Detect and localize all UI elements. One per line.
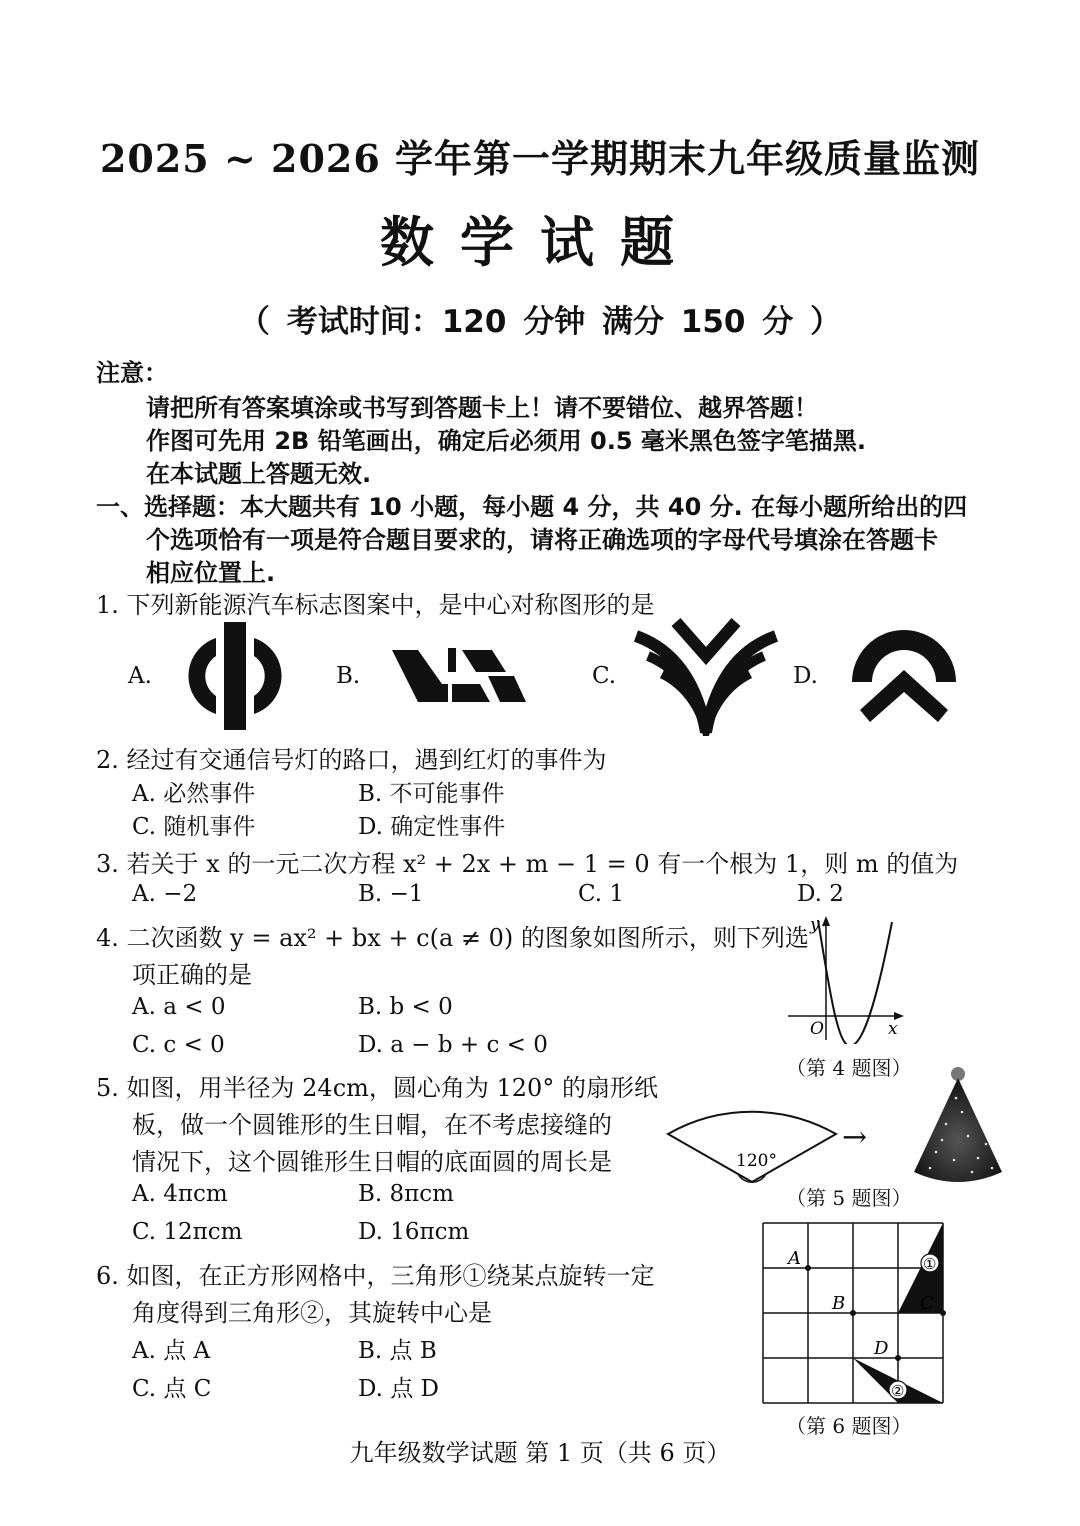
q1-logo-b — [388, 644, 530, 706]
q6-triangle-1-label: ① — [923, 1255, 937, 1273]
q3-stem: 3. 若关于 x 的一元二次方程 x² + 2x + m − 1 = 0 有一个根为 1，则 m 的值为 — [96, 850, 959, 878]
q6-figure-grid — [760, 1220, 946, 1406]
notice-label: 注意： — [96, 359, 168, 387]
q3-option-a: A. −2 — [132, 881, 198, 907]
q5-stem-line-3: 情况下，这个圆锥形生日帽的底面圆的周长是 — [132, 1148, 612, 1176]
q6-option-b: B. 点 B — [358, 1338, 437, 1364]
notice-line-1: 请把所有答案填涂或书写到答题卡上！请不要错位、越界答题！ — [146, 394, 818, 422]
subject-title: 数学试题 — [380, 210, 700, 274]
page-footer: 九年级数学试题 第 1 页（共 6 页） — [349, 1439, 731, 1467]
q4-caption: （第 4 题图） — [786, 1056, 912, 1080]
q2-option-a: A. 必然事件 — [132, 781, 256, 807]
q6-triangle-2-label: ② — [891, 1382, 905, 1400]
q5-caption: （第 5 题图） — [786, 1186, 912, 1210]
q4-option-a: A. a < 0 — [132, 994, 226, 1020]
q1-label-c: C. — [592, 663, 617, 689]
notice-line-2: 作图可先用 2B 铅笔画出，确定后必须用 0.5 毫米黑色签字笔描黑. — [146, 427, 867, 455]
q6-option-c: C. 点 C — [132, 1376, 212, 1402]
q1-stem: 1. 下列新能源汽车标志图案中，是中心对称图形的是 — [96, 591, 655, 619]
q4-stem-line-2: 项正确的是 — [132, 961, 252, 989]
q1-logo-c — [632, 616, 780, 736]
q5-figure-cone-hat — [906, 1064, 1010, 1188]
q4-option-d: D. a − b + c < 0 — [358, 1032, 548, 1058]
q1-label-d: D. — [793, 663, 818, 689]
section1-line-2: 个选项恰有一项是符合题目要求的，请将正确选项的字母代号填涂在答题卡 — [146, 526, 938, 554]
q5-arrow: → — [842, 1120, 868, 1155]
q4-y-label: y — [810, 915, 820, 935]
q2-option-b: B. 不可能事件 — [358, 781, 505, 807]
section1-line-3: 相应位置上. — [146, 559, 276, 587]
q4-option-b: B. b < 0 — [358, 994, 453, 1020]
q2-option-c: C. 随机事件 — [132, 814, 256, 840]
notice-line-3: 在本试题上答题无效. — [146, 460, 372, 488]
q6-stem-line-2: 角度得到三角形②，其旋转中心是 — [132, 1299, 492, 1327]
q6-point-c: C — [920, 1293, 934, 1314]
q5-stem-line-1: 5. 如图，用半径为 24cm，圆心角为 120° 的扇形纸 — [96, 1074, 658, 1102]
q4-x-label: x — [888, 1019, 898, 1039]
q4-origin-label: O — [810, 1019, 824, 1039]
q5-option-d: D. 16πcm — [358, 1219, 470, 1245]
q6-stem-line-1: 6. 如图，在正方形网格中，三角形①绕某点旋转一定 — [96, 1262, 655, 1290]
q4-stem-line-1: 4. 二次函数 y = ax² + bx + c(a ≠ 0) 的图象如图所示，则下列选 — [96, 924, 809, 952]
q5-option-b: B. 8πcm — [358, 1181, 454, 1207]
q5-option-a: A. 4πcm — [132, 1181, 228, 1207]
q4-figure-parabola — [786, 914, 910, 1044]
q1-label-b: B. — [336, 663, 361, 689]
q2-stem: 2. 经过有交通信号灯的路口，遇到红灯的事件为 — [96, 746, 607, 774]
q6-caption: （第 6 题图） — [786, 1414, 912, 1438]
q6-point-a: A — [788, 1248, 801, 1269]
q6-option-a: A. 点 A — [132, 1338, 211, 1364]
q5-angle-label: 120° — [736, 1151, 777, 1171]
q1-logo-d — [848, 624, 960, 728]
exam-info: （ 考试时间：120 分钟 满分 150 分 ） — [238, 304, 842, 340]
section1-line-1: 一、选择题：本大题共有 10 小题，每小题 4 分，共 40 分. 在每小题所给出的四 — [96, 493, 968, 521]
q6-option-d: D. 点 D — [358, 1376, 439, 1402]
q1-label-a: A. — [128, 663, 152, 689]
q6-point-d: D — [874, 1338, 889, 1359]
q5-figure-sector — [664, 1078, 840, 1188]
q3-option-b: B. −1 — [358, 881, 424, 907]
q6-point-b: B — [832, 1293, 846, 1314]
q5-stem-line-2: 板，做一个圆锥形的生日帽，在不考虑接缝的 — [132, 1111, 612, 1139]
q1-logo-a — [176, 620, 300, 732]
q5-option-c: C. 12πcm — [132, 1219, 243, 1245]
q3-option-c: C. 1 — [578, 881, 625, 907]
exam-title: 2025 ~ 2026 学年第一学期期末九年级质量监测 — [99, 136, 981, 181]
q4-option-c: C. c < 0 — [132, 1032, 225, 1058]
q3-option-d: D. 2 — [797, 881, 844, 907]
q2-option-d: D. 确定性事件 — [358, 814, 506, 840]
